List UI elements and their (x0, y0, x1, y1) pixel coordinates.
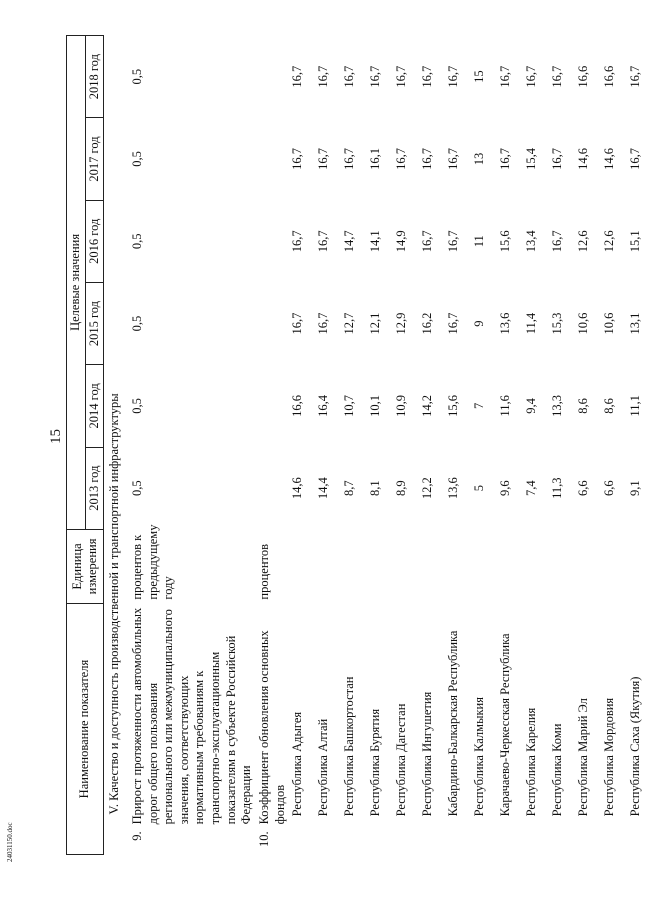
target-value: 16,7 (420, 148, 435, 170)
empty-cell (471, 529, 497, 603)
header-year: 2014 год (85, 365, 104, 447)
target-value: 10,1 (368, 394, 383, 417)
empty-cell (523, 529, 549, 603)
target-value: 14,4 (316, 477, 331, 500)
target-value: 13,6 (446, 477, 461, 500)
target-value: 16,7 (316, 65, 331, 88)
target-value: 16,7 (524, 65, 539, 88)
region-name: Республика Саха (Якутия) (628, 676, 643, 817)
target-value: 7,4 (524, 480, 539, 496)
target-value: 15,1 (628, 230, 643, 253)
indicator-name: Прирост протяженности автомобильных дорог общего пользования регионального или межмуниципального значения, соответствующих нормативным требованиям к транспортно-эксплуатационным показателям в субъекте Российской Федерации (129, 607, 254, 825)
target-value: 16,4 (316, 394, 331, 417)
target-value: 16,7 (628, 148, 643, 170)
target-value: 16,7 (550, 148, 565, 170)
target-value: 13,3 (550, 394, 565, 417)
target-value: 8,6 (576, 398, 591, 414)
row-number: 10. (256, 831, 271, 848)
table-row (471, 36, 497, 855)
target-value: 16,7 (498, 65, 513, 88)
target-value: 10,9 (394, 394, 409, 417)
header-name: Наименование показателя (67, 604, 104, 855)
indicator-name: Коэффициент обновления основных фондов (256, 630, 287, 825)
target-value: 16,7 (446, 230, 461, 253)
table-row (419, 36, 445, 855)
target-value: 16,7 (628, 65, 643, 88)
table-row (129, 36, 256, 855)
table-row (627, 36, 653, 855)
empty-cell (256, 36, 289, 530)
empty-cell (497, 828, 523, 854)
target-value: 0,5 (129, 398, 144, 414)
target-value: 15,6 (446, 394, 461, 417)
empty-cell (289, 529, 315, 603)
target-value: 5 (472, 485, 487, 492)
indicator-unit: процентов к предыдущему году (129, 524, 176, 600)
target-value: 0,5 (129, 68, 144, 85)
table-row (315, 36, 341, 855)
empty-cell (341, 529, 367, 603)
empty-cell (419, 529, 445, 603)
region-name: Республика Мордовия (602, 697, 617, 817)
table-row (549, 36, 575, 855)
empty-cell (471, 828, 497, 854)
header-unit-line1: Единица (69, 543, 84, 590)
target-value: 16,7 (368, 65, 383, 88)
target-value: 12,9 (394, 312, 409, 335)
target-value: 12,6 (576, 230, 591, 253)
region-name: Республика Дагестан (394, 703, 409, 817)
target-value: 14,7 (342, 230, 357, 253)
target-value: 16,7 (446, 148, 461, 170)
target-value: 14,6 (576, 148, 591, 170)
header-year: 2016 год (85, 200, 104, 282)
target-value: 12,6 (602, 230, 617, 253)
region-name: Республика Марий Эл (576, 698, 591, 817)
rotated-table-sheet (66, 35, 643, 855)
empty-cell (549, 529, 575, 603)
header-targets: Целевые значения (67, 36, 86, 530)
file-name: 24031150.doc (6, 822, 14, 862)
target-value: 16,6 (290, 394, 305, 417)
empty-cell (315, 828, 341, 854)
target-value: 7 (472, 402, 487, 409)
target-value: 16,7 (420, 230, 435, 253)
target-value: 12,1 (368, 312, 383, 335)
target-value: 14,6 (290, 477, 305, 500)
target-value: 15,3 (550, 312, 565, 335)
region-name: Республика Башкортостан (342, 676, 357, 817)
empty-cell (445, 529, 471, 603)
target-value: 16,7 (290, 148, 305, 170)
target-value: 16,6 (576, 65, 591, 88)
target-value: 14,1 (368, 230, 383, 253)
target-value: 16,7 (498, 148, 513, 170)
target-value: 8,1 (368, 480, 383, 496)
region-name: Республика Коми (550, 723, 565, 817)
header-year: 2013 год (85, 447, 104, 529)
target-value: 11,1 (628, 395, 643, 417)
target-value: 9,1 (628, 480, 643, 496)
target-value: 8,7 (342, 480, 357, 496)
target-value: 13,1 (628, 312, 643, 335)
table-row (289, 36, 315, 855)
header-year: 2017 год (85, 118, 104, 200)
section-title: V. Качество и доступность производственной и транспортной инфраструктуры (107, 393, 122, 815)
row-number: 9. (129, 831, 144, 841)
table-row (445, 36, 471, 855)
target-value: 16,7 (290, 230, 305, 253)
empty-cell (419, 828, 445, 854)
target-value: 16,1 (368, 148, 383, 170)
target-value: 16,7 (446, 65, 461, 88)
empty-cell (367, 828, 393, 854)
target-value: 8,6 (602, 398, 617, 414)
target-value: 9,6 (498, 480, 513, 496)
target-value: 16,7 (550, 230, 565, 253)
target-value: 13,6 (498, 312, 513, 335)
target-value: 0,5 (129, 480, 144, 496)
target-value: 8,9 (394, 480, 409, 496)
target-value: 6,6 (576, 480, 591, 496)
region-name: Республика Бурятия (368, 708, 383, 817)
empty-cell (393, 828, 419, 854)
target-value: 15 (472, 70, 487, 83)
target-value: 0,5 (129, 151, 144, 167)
empty-cell (367, 529, 393, 603)
header-year: 2015 год (85, 282, 104, 364)
table-row (601, 36, 627, 855)
target-value: 14,6 (602, 148, 617, 170)
table-row (575, 36, 601, 855)
target-value: 0,5 (129, 233, 144, 250)
target-value: 16,7 (342, 65, 357, 88)
indicators-table (66, 35, 653, 855)
target-value: 15,6 (498, 230, 513, 253)
empty-cell (393, 529, 419, 603)
target-value: 16,7 (420, 65, 435, 88)
target-value: 16,7 (290, 312, 305, 335)
empty-cell (523, 828, 549, 854)
target-value: 10,6 (576, 312, 591, 335)
target-value: 16,7 (394, 65, 409, 88)
target-value: 16,7 (550, 65, 565, 88)
target-value: 16,7 (446, 312, 461, 335)
target-value: 11 (472, 235, 487, 248)
empty-cell (575, 529, 601, 603)
table-row (341, 36, 367, 855)
header-year: 2018 год (85, 36, 104, 118)
target-value: 6,6 (602, 480, 617, 496)
target-value: 11,4 (524, 312, 539, 335)
header-unit (67, 529, 104, 603)
region-name: Республика Алтай (316, 718, 331, 817)
target-value: 12,7 (342, 312, 357, 335)
empty-cell (627, 828, 653, 854)
page-number: 15 (48, 429, 64, 444)
empty-cell (627, 529, 653, 603)
target-value: 14,2 (420, 394, 435, 417)
region-name: Республика Карелия (524, 707, 539, 817)
target-value: 10,7 (342, 394, 357, 417)
header-unit-line2: измерения (85, 538, 100, 595)
region-name: Республика Адыгея (290, 711, 305, 817)
table-row (256, 36, 289, 855)
empty-cell (341, 828, 367, 854)
indicator-unit: процентов (256, 544, 271, 600)
target-value: 13 (472, 152, 487, 166)
target-value: 16,6 (602, 65, 617, 88)
target-value: 0,5 (129, 315, 144, 332)
empty-cell (315, 529, 341, 603)
target-value: 9,4 (524, 398, 539, 414)
target-value: 16,2 (420, 312, 435, 335)
empty-cell (601, 529, 627, 603)
target-value: 16,7 (290, 65, 305, 88)
target-value: 13,4 (524, 230, 539, 253)
target-value: 16,7 (316, 312, 331, 335)
table-row (497, 36, 523, 855)
region-name: Кабардино-Балкарская Республика (446, 630, 461, 817)
target-value: 15,4 (524, 148, 539, 170)
region-name: Республика Ингушетия (420, 691, 435, 817)
target-value: 10,6 (602, 312, 617, 335)
empty-cell (445, 828, 471, 854)
target-value: 11,3 (550, 477, 565, 499)
target-value: 16,7 (394, 148, 409, 170)
target-value: 16,7 (342, 148, 357, 170)
target-value: 14,9 (394, 230, 409, 253)
empty-cell (497, 529, 523, 603)
table-row (367, 36, 393, 855)
target-value: 12,2 (420, 477, 435, 500)
empty-cell (575, 828, 601, 854)
target-value: 9 (472, 320, 487, 327)
empty-cell (549, 828, 575, 854)
target-value: 11,6 (498, 395, 513, 417)
empty-cell (289, 828, 315, 854)
target-value: 16,7 (316, 230, 331, 253)
target-value: 16,7 (316, 148, 331, 170)
region-name: Карачаево-Черкесская Республика (498, 633, 513, 817)
table-row (393, 36, 419, 855)
empty-cell (601, 828, 627, 854)
region-name: Республика Калмыкия (472, 697, 487, 817)
table-row (523, 36, 549, 855)
